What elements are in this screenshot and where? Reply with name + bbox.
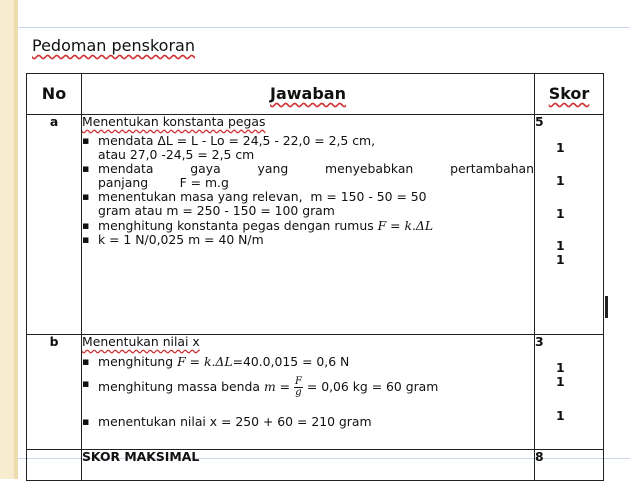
item-score: 1 <box>556 173 565 188</box>
footer-row <box>27 450 604 481</box>
item-text: menghitung konstanta pegas dengan rumus <box>98 218 374 233</box>
left-decorative-strip <box>0 0 14 479</box>
bullet-icon: ▪ <box>82 134 90 147</box>
top-divider <box>18 27 630 28</box>
score-column <box>535 114 603 267</box>
list-item <box>82 233 534 247</box>
header-no: No <box>27 74 82 115</box>
item-text: = 0,06 kg = 60 gram <box>306 379 439 394</box>
section-total-score: 3 <box>535 334 544 349</box>
section-total-score: 5 <box>535 114 544 129</box>
header-row <box>27 74 604 115</box>
item-line: atau 27,0 -24,5 = 2,5 cm <box>98 147 255 162</box>
list-item <box>82 162 534 190</box>
score-column <box>535 334 603 423</box>
item-text: menghitung <box>98 354 174 369</box>
section-title: Menentukan konstanta pegas <box>82 114 266 129</box>
item-score: 1 <box>556 360 565 375</box>
header-jawaban <box>82 74 535 115</box>
answer-cell <box>82 335 535 450</box>
bullet-icon: ▪ <box>82 377 90 390</box>
max-score-value: 8 <box>535 450 604 481</box>
table-row <box>27 115 604 335</box>
left-decorative-strip-inner <box>14 0 18 479</box>
item-score: 1 <box>556 238 565 253</box>
item-text: k = 1 N/0,025 m = 40 N/m <box>98 232 264 247</box>
score-cell <box>535 115 604 335</box>
answer-list <box>82 355 534 429</box>
bullet-icon: ▪ <box>82 415 90 428</box>
row-number: a <box>27 115 82 335</box>
answer-list <box>82 134 534 247</box>
item-line: menentukan masa yang relevan, m = 150 - 50 = 50 <box>98 189 427 204</box>
scoring-table <box>26 73 604 481</box>
bullet-icon: ▪ <box>82 219 90 232</box>
bullet-icon: ▪ <box>82 355 90 368</box>
bullet-icon: ▪ <box>82 190 90 203</box>
header-jawaban-label: Jawaban <box>270 84 346 103</box>
max-score-label: SKOR MAKSIMAL <box>82 450 535 481</box>
fraction <box>294 377 303 398</box>
bullet-icon: ▪ <box>82 233 90 246</box>
item-line: gram atau m = 250 - 150 = 100 gram <box>98 203 335 218</box>
item-score: 1 <box>556 408 565 423</box>
item-text: menentukan nilai x = 250 + 60 = 210 gram <box>98 414 372 429</box>
list-item <box>82 134 534 162</box>
text-cursor-mark <box>605 296 608 318</box>
table-row <box>27 335 604 450</box>
row-number: b <box>27 335 82 450</box>
item-score: 1 <box>556 374 565 389</box>
bullet-icon: ▪ <box>82 162 90 175</box>
item-score: 1 <box>556 140 565 155</box>
item-line: mendata ΔL = L - Lo = 24,5 - 22,0 = 2,5 cm, <box>98 133 376 148</box>
answer-cell <box>82 115 535 335</box>
formula: F = k.ΔL <box>177 354 233 369</box>
formula: m = <box>263 379 291 394</box>
item-score: 1 <box>556 206 565 221</box>
item-text: menghitung massa benda <box>98 379 260 394</box>
item-text: =40.0,015 = 0,6 N <box>232 354 350 369</box>
list-item <box>82 190 534 218</box>
page-title: Pedoman penskoran <box>32 36 195 55</box>
header-skor-label: Skor <box>548 84 590 103</box>
section-title: Menentukan nilai x <box>82 334 200 349</box>
list-item <box>82 355 534 369</box>
footer-empty-cell <box>27 450 82 481</box>
fraction-denominator: g <box>295 387 302 398</box>
header-skor <box>535 74 604 115</box>
item-line: mendata gaya yang menyebabkan pertambahan <box>98 161 534 176</box>
list-item <box>82 219 534 233</box>
item-line: panjang F = m.g <box>98 175 229 190</box>
formula: F = k.ΔL <box>377 218 434 233</box>
score-cell <box>535 335 604 450</box>
list-item <box>82 377 534 398</box>
fraction-numerator: F <box>294 376 302 387</box>
item-score: 1 <box>556 252 565 267</box>
list-item <box>82 415 534 429</box>
